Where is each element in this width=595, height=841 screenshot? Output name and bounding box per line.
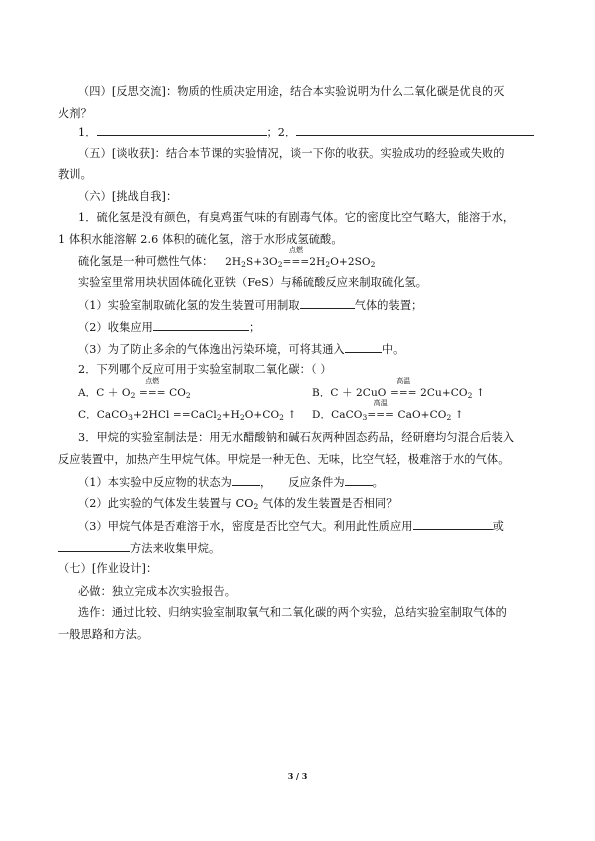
section-7-line-1: 必做：独立完成本次实验报告。 bbox=[78, 585, 237, 598]
section-5-line-2: 教训。 bbox=[58, 168, 92, 181]
q1-line-3 bbox=[78, 246, 376, 273]
section-5-line-1: （五）[谈收获]：结合本节课的实验情况，谈一下你的收获。实验成功的经验或失败的 bbox=[78, 147, 505, 160]
q1-line-1: 1．硫化氢是没有颜色，有臭鸡蛋气味的有剧毒气体。它的密度比空气略大，能溶于水， bbox=[78, 211, 515, 224]
reaction-condition: 点燃 === bbox=[282, 246, 310, 268]
section-7-line-3: 一般思路和方法。 bbox=[58, 628, 149, 641]
section-4-answers bbox=[78, 124, 534, 141]
q3-sub-1: （1）本实验中反应物的状态为 ， 反应条件为 。 bbox=[78, 476, 384, 489]
answer-2-label: ；2． bbox=[266, 126, 297, 139]
q2-option-d[interactable]: D．CaCO$_3$ 高温 === $CaO+CO_2$ ↑ bbox=[312, 399, 464, 422]
q2-option-c[interactable]: C．CaCO$_3$+2HCl $==CaCl_2+H_2O+CO_2$ ↑ bbox=[78, 409, 297, 422]
q1-sub-1-blank[interactable] bbox=[300, 297, 355, 309]
section-4-line-1: （四）[反思交流]：物质的性质决定用途，结合本实验说明为什么二氧化碳是优良的灭 bbox=[78, 85, 505, 98]
q3-method-2-blank[interactable] bbox=[58, 540, 130, 552]
answer-1-blank[interactable] bbox=[97, 124, 267, 136]
q3-line-2: 反应装置中，加热产生甲烷气体。甲烷是一种无色、无味，比空气轻，极难溶于水的气体。 bbox=[58, 453, 510, 466]
answer-2-blank[interactable] bbox=[296, 124, 534, 136]
q1-line-4: 实验室里常用块状固体硫化亚铁（FeS）与稀硫酸反应来制取硫化氢。 bbox=[78, 276, 428, 289]
q3-reactant-state-blank[interactable] bbox=[232, 474, 260, 486]
q1-line-2: 1 体积水能溶解 2.6 体积的硫化氢，溶于水形成氢硫酸。 bbox=[58, 233, 343, 246]
q2-option-b[interactable]: B．C ＋ 2CuO 高温 === $2Cu+CO_2$ ↑ bbox=[312, 377, 485, 400]
section-4-line-2: 火剂？ bbox=[58, 107, 92, 120]
h2s-combustion-equation: $2H_2S+3O_2$ 点燃 $===2H_2O+2SO_2$ bbox=[225, 246, 376, 269]
q3-line-1: 3．甲烷的实验室制法是：用无水醋酸钠和碱石灰两种固态药品，经研磨均匀混合后装入 bbox=[78, 431, 515, 444]
q3-sub-3: （3）甲烷气体是否难溶于水，密度是否比空气大。利用此性质应用 或 bbox=[78, 520, 504, 533]
q3-condition-blank[interactable] bbox=[345, 474, 373, 486]
q1-sub-2-blank[interactable] bbox=[153, 319, 249, 331]
q1-sub-2: （2）收集应用 ； bbox=[78, 321, 261, 334]
q3-sub-2: （2）此实验的气体发生装置与 $CO_2$ 气体的发生装置是否相同？ bbox=[78, 497, 398, 511]
q2-option-a[interactable]: A．$C + O_2$ 点燃 === $CO_2$ bbox=[78, 377, 191, 400]
q1-equation-intro: 硫化氢是一种可燃性气体： bbox=[78, 255, 214, 268]
q2-stem: 2．下列哪个反应可用于实验室制取二氧化碳：（ ） bbox=[78, 363, 332, 376]
q1-sub-3-blank[interactable] bbox=[345, 341, 382, 353]
q3-sub-3-cont: 方法来收集甲烷。 bbox=[58, 540, 220, 557]
answer-1-label: 1． bbox=[78, 126, 97, 139]
section-6-title: （六）[挑战自我]： bbox=[78, 190, 178, 203]
section-7-line-2: 选作：通过比较、归纳实验室制取氧气和二氧化碳的两个实验，总结实验室制取气体的 bbox=[78, 606, 507, 619]
section-7-title: （七）[作业设计]： bbox=[58, 562, 158, 575]
q1-sub-3: （3）为了防止多余的气体逸出污染环境，可将其通入 中。 bbox=[78, 343, 405, 356]
q3-method-1-blank[interactable] bbox=[413, 518, 493, 530]
q1-sub-1: （1）实验室制取硫化氢的发生装置可用制取 气体的装置； bbox=[78, 299, 423, 312]
page-number: 3 / 3 bbox=[287, 771, 308, 781]
